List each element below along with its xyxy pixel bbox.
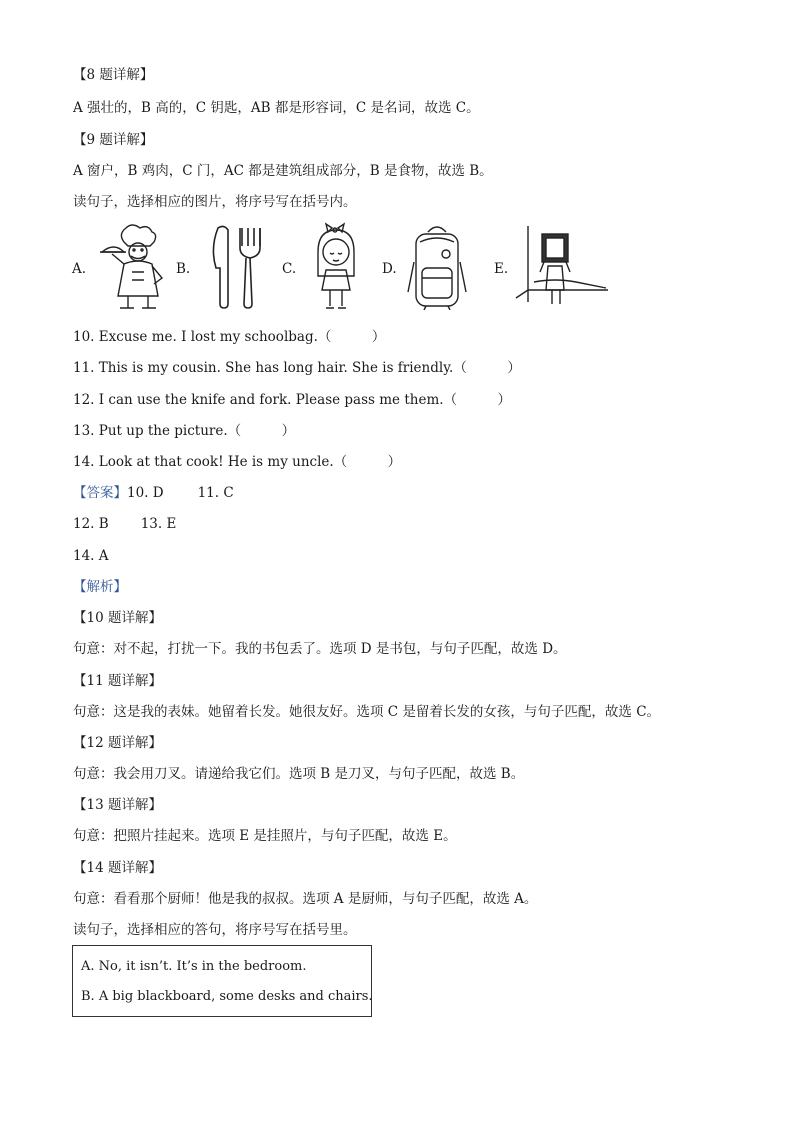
- answer-11: 11. C: [197, 485, 234, 501]
- answer-row-3: 14. A: [73, 548, 109, 564]
- detail-11-body: 句意：这是我的表妹。她留着长发。她很友好。选项 C 是留着长发的女孩，与句子匹配，故选 C。: [73, 704, 661, 720]
- question-10: 10. Excuse me. I lost my schoolbag.（ ）: [73, 329, 386, 345]
- q9-header: 【9 题详解】: [73, 132, 154, 148]
- analysis-label: 【解析】: [73, 579, 127, 595]
- picture-options: [72, 222, 632, 312]
- hang-picture-icon: [514, 222, 608, 310]
- option-label: B.: [176, 261, 191, 277]
- option-label: C.: [282, 261, 297, 277]
- detail-12-body: 句意：我会用刀叉。请递给我它们。选项 B 是刀叉，与句子匹配，故选 B。: [73, 766, 525, 782]
- answer-options-box: [72, 945, 372, 1017]
- detail-14-body: 句意：看看那个厨师！他是我的叔叔。选项 A 是厨师，与句子匹配，故选 A。: [73, 891, 538, 907]
- cook-icon: [98, 222, 174, 310]
- picture-option-c: [282, 222, 382, 312]
- answer-option-b: B. A big blackboard, some desks and chairs.: [81, 989, 373, 1004]
- answer-label: 【答案】: [73, 485, 127, 501]
- picture-option-d: [382, 222, 492, 312]
- detail-12-header: 【12 题详解】: [73, 735, 162, 751]
- question-11: 11. This is my cousin. She has long hair. She is friendly.（ ）: [73, 360, 521, 376]
- detail-11-header: 【11 题详解】: [73, 673, 162, 689]
- section-instruction-2: 读句子，选择相应的答句，将序号写在括号里。: [73, 922, 357, 938]
- knife-fork-icon: [204, 222, 264, 310]
- q8-header: 【8 题详解】: [73, 67, 154, 83]
- q8-body: A 强壮的，B 高的，C 钥匙，AB 都是形容词，C 是名词，故选 C。: [73, 100, 480, 116]
- long-hair-girl-icon: [310, 222, 362, 310]
- option-label: A.: [72, 261, 87, 277]
- picture-option-b: [176, 222, 276, 312]
- answer-option-a: A. No, it isn’t. It’s in the bedroom.: [81, 959, 307, 974]
- option-label: E.: [494, 261, 509, 277]
- answer-12: 12. B: [73, 516, 109, 532]
- answer-10: 10. D: [127, 485, 164, 501]
- question-12: 12. I can use the knife and fork. Please pass me them.（ ）: [73, 392, 512, 408]
- picture-option-e: [494, 222, 634, 312]
- detail-14-header: 【14 题详解】: [73, 860, 162, 876]
- schoolbag-icon: [406, 222, 468, 310]
- detail-10-body: 句意：对不起，打扰一下。我的书包丢了。选项 D 是书包，与句子匹配，故选 D。: [73, 641, 567, 657]
- question-13: 13. Put up the picture.（ ）: [73, 423, 296, 439]
- detail-10-header: 【10 题详解】: [73, 610, 162, 626]
- q9-body: A 窗户，B 鸡肉，C 门，AC 都是建筑组成部分，B 是食物，故选 B。: [73, 163, 493, 179]
- picture-option-a: [72, 222, 182, 312]
- option-label: D.: [382, 261, 397, 277]
- detail-13-body: 句意：把照片挂起来。选项 E 是挂照片，与句子匹配，故选 E。: [73, 828, 457, 844]
- answer-13: 13. E: [140, 516, 177, 532]
- section-instruction-1: 读句子，选择相应的图片，将序号写在括号内。: [73, 194, 357, 210]
- question-14: 14. Look at that cook! He is my uncle.（ ）: [73, 454, 402, 470]
- detail-13-header: 【13 题详解】: [73, 797, 162, 813]
- answer-row-2: [73, 515, 176, 533]
- answer-row-1: [73, 484, 234, 502]
